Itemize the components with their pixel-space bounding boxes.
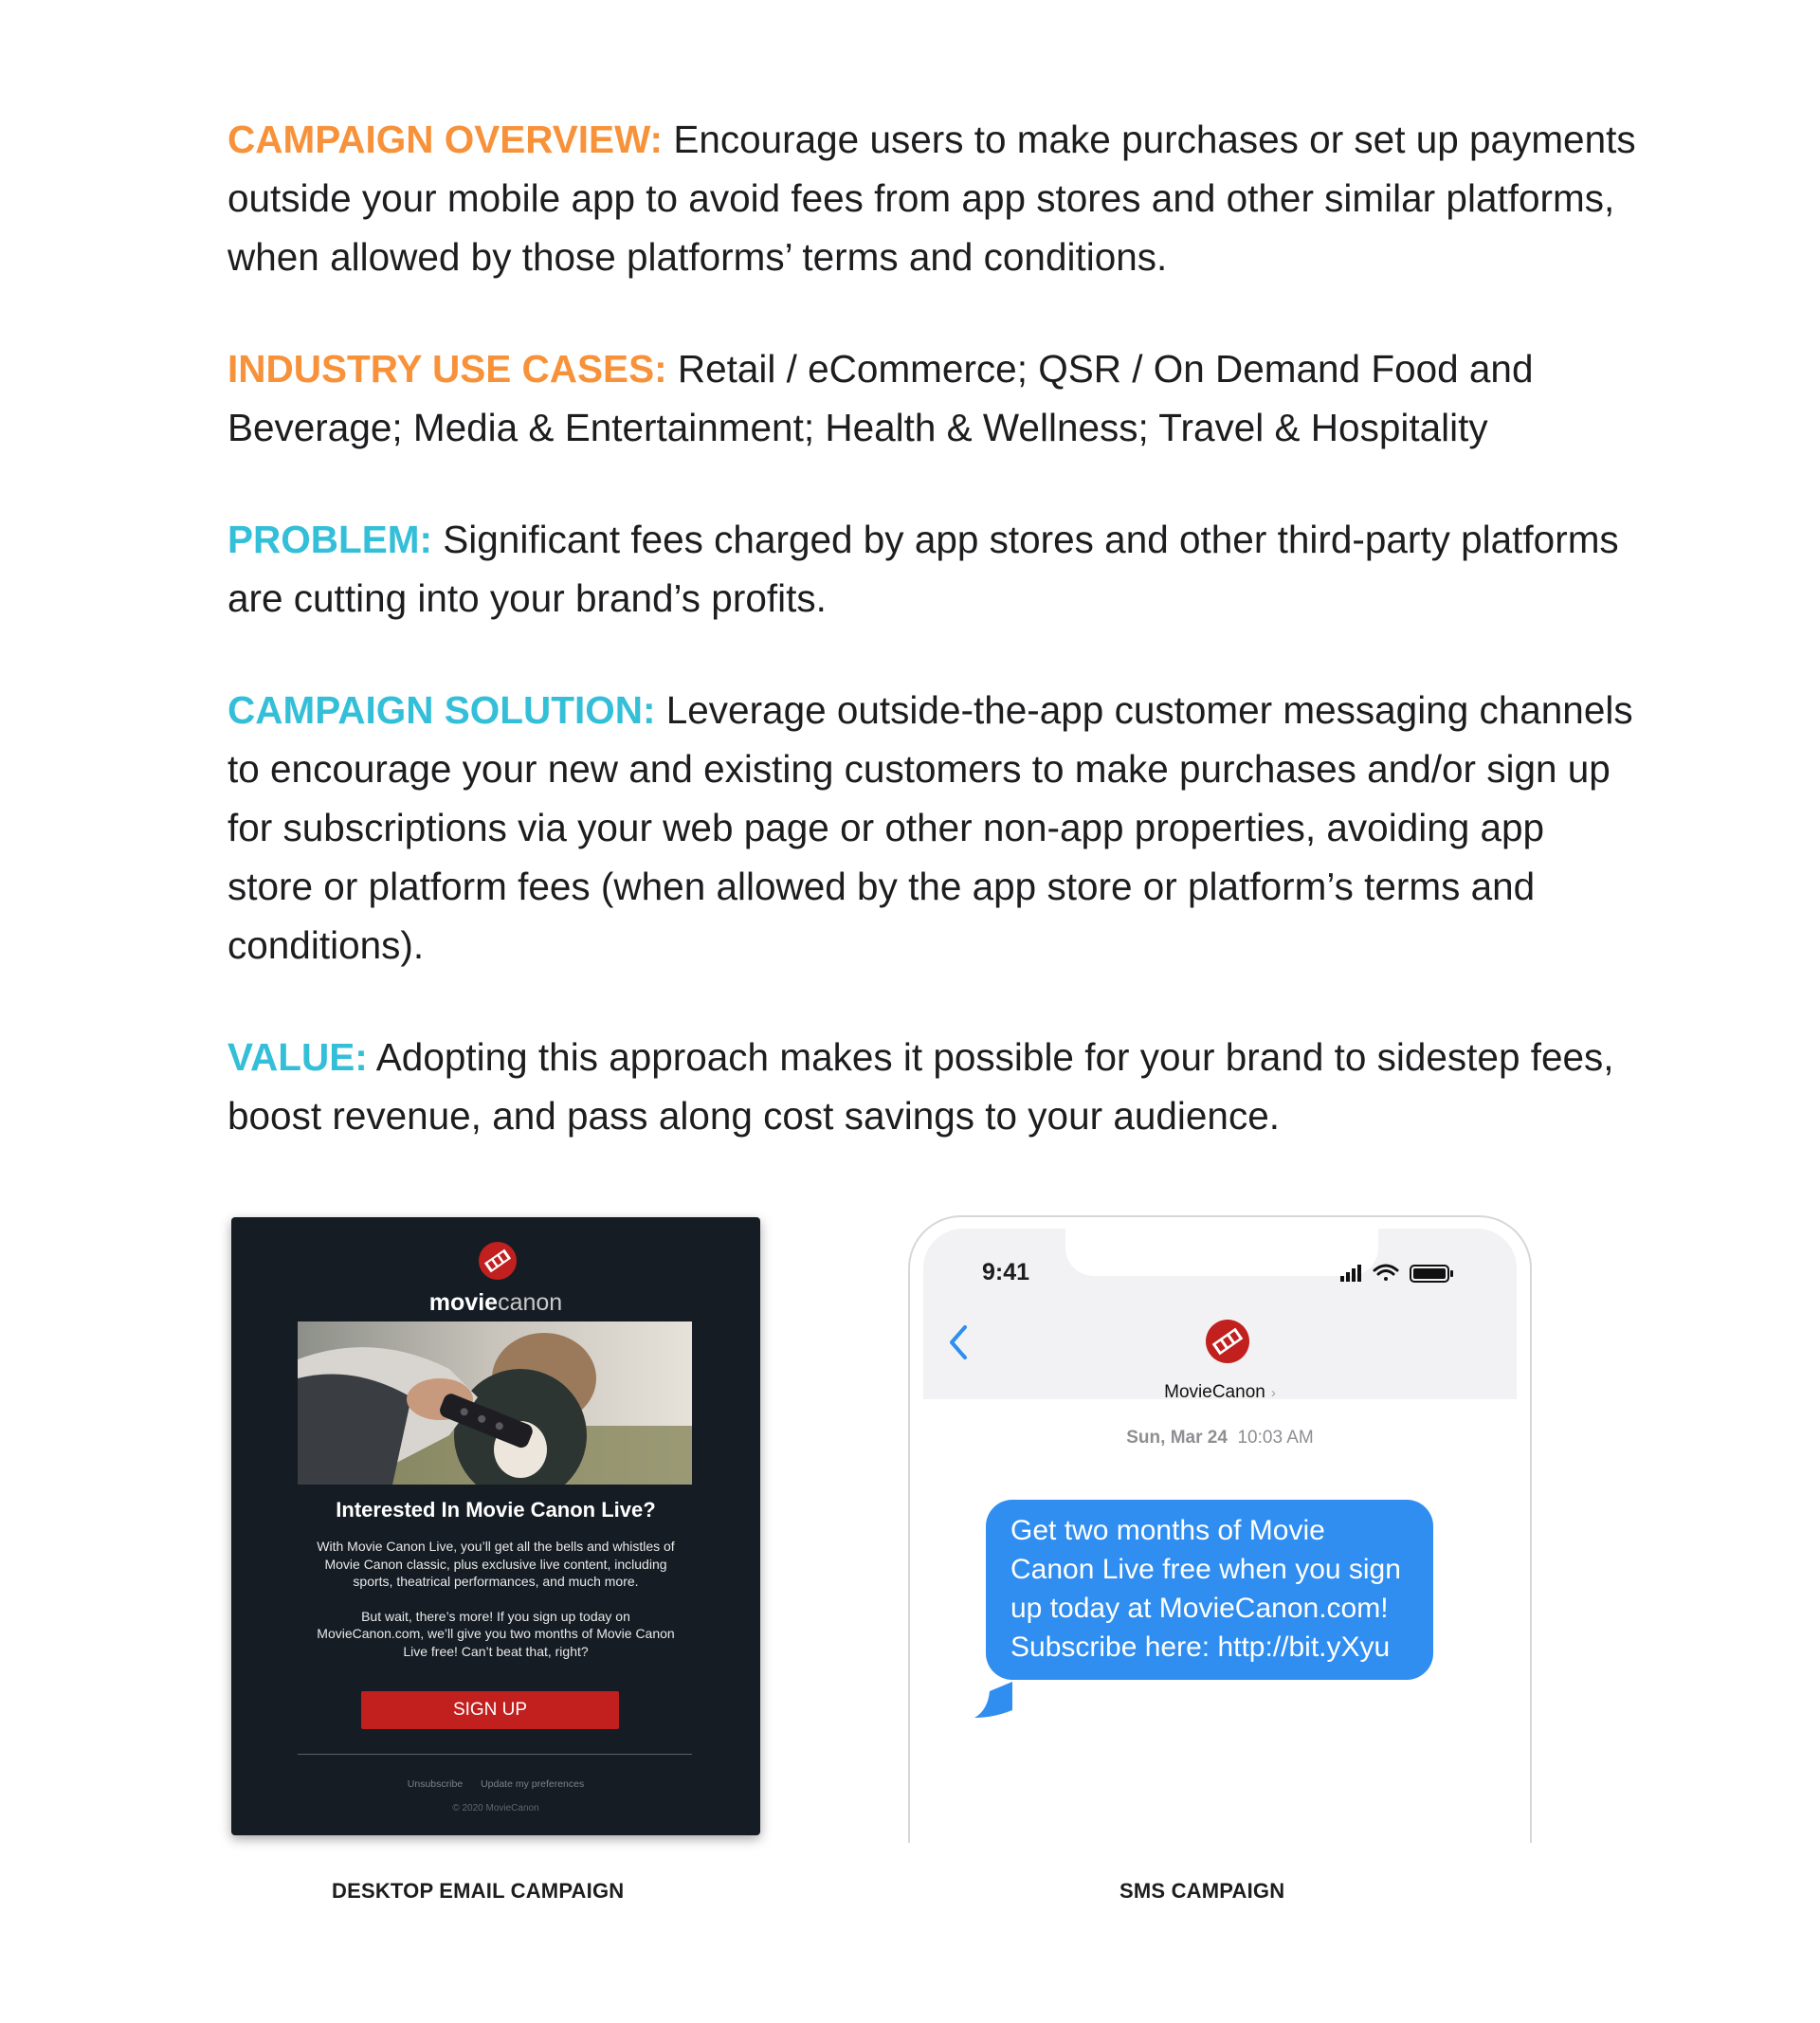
contact-avatar[interactable] (1206, 1320, 1249, 1363)
email-paragraph: With Movie Canon Live, you’ll get all the bells and whistles of Movie Canon classic, plus exclusive live content, including sports, theatrical performances, and much more. (317, 1539, 675, 1589)
industry-use-cases-label: INDUSTRY USE CASES: (228, 347, 667, 391)
email-campaign-mockup (231, 1217, 760, 1835)
email-body (307, 1538, 684, 1677)
value-section (228, 1028, 1640, 1145)
email-caption: DESKTOP EMAIL CAMPAIGN (332, 1879, 625, 1903)
battery-icon (1410, 1266, 1453, 1282)
industry-use-cases-text: Retail / eCommerce; QSR / On Demand Food and Beverage; Media & Entertainment; Health & Wellness; Travel & Hospitality (228, 347, 1534, 449)
campaign-solution-text: Leverage outside-the-app customer messaging channels to encourage your new and existing customers to make purchases and/or sign up for subscriptions via your web page or other non-app properties, avoiding app store or platform fees (when allowed by the app store or platform’s terms and conditions). (228, 688, 1633, 967)
film-reel-icon (479, 1242, 517, 1280)
signal-icon (1340, 1265, 1361, 1282)
contact-name[interactable]: MovieCanon › (1164, 1382, 1276, 1402)
email-paragraph: But wait, there’s more! If you sign up today on MovieCanon.com, we’ll give you two months of Movie Canon Live free! Can’t beat that, right? (317, 1608, 675, 1659)
back-chevron-icon[interactable] (946, 1323, 969, 1361)
update-preferences-link[interactable]: Update my preferences (481, 1778, 585, 1790)
status-time: 9:41 (982, 1259, 1030, 1285)
campaign-overview-text: Encourage users to make purchases or set up payments outside your mobile app to avoid fees from app stores and other similar platforms, when allowed by those platforms’ terms and conditions. (228, 118, 1636, 279)
problem-section (228, 510, 1640, 628)
campaign-description (228, 110, 1640, 1145)
problem-label: PROBLEM: (228, 518, 432, 561)
divider (298, 1754, 692, 1755)
bubble-tail (974, 1682, 1012, 1720)
messages-header (923, 1229, 1517, 1402)
wifi-icon (1374, 1266, 1397, 1281)
sms-caption: SMS CAMPAIGN (1119, 1879, 1285, 1903)
sms-message-bubble: Get two months of Movie Canon Live free when you sign up today at MovieCanon.com! Subscribe here: http://bit.yXyu (986, 1500, 1433, 1680)
status-icons (1340, 1263, 1458, 1284)
copyright: © 2020 MovieCanon (452, 1803, 539, 1813)
message-timestamp: Sun, Mar 24 10:03 AM (1126, 1428, 1314, 1448)
sign-up-button[interactable]: SIGN UP (361, 1691, 619, 1729)
problem-text: Significant fees charged by app stores and other third-party platforms are cutting into your brand’s profits. (228, 518, 1619, 620)
sms-campaign-mockup (908, 1215, 1532, 1843)
phone-notch (1065, 1229, 1378, 1276)
value-label: VALUE: (228, 1035, 368, 1079)
unsubscribe-link[interactable]: Unsubscribe (407, 1778, 464, 1790)
campaign-solution-label: CAMPAIGN SOLUTION: (228, 688, 656, 732)
email-headline: Interested In Movie Canon Live? (336, 1498, 656, 1522)
email-footer-links (231, 1778, 760, 1790)
campaign-solution-section (228, 681, 1640, 975)
chevron-right-icon: › (1270, 1385, 1276, 1401)
campaign-overview-section (228, 110, 1640, 286)
brand-wordmark: moviecanon (428, 1289, 563, 1316)
industry-use-cases-section (228, 339, 1640, 457)
campaign-overview-label: CAMPAIGN OVERVIEW: (228, 118, 664, 161)
value-text: Adopting this approach makes it possible for your brand to sidestep fees, boost revenue, and pass along cost savings to your audience. (228, 1035, 1614, 1138)
hero-image (298, 1321, 692, 1485)
